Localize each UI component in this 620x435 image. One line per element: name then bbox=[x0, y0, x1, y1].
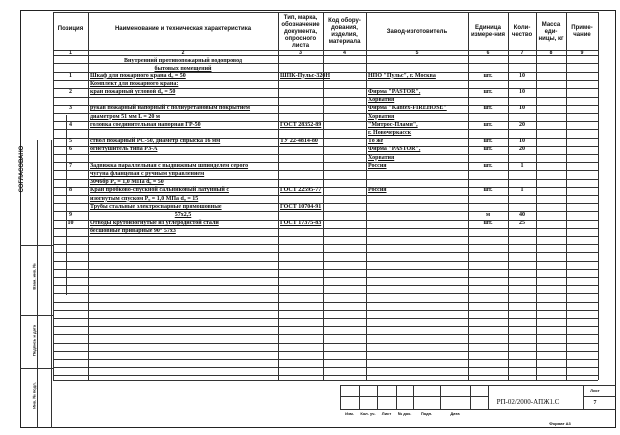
row-maker: Хорватия bbox=[368, 113, 395, 120]
row-unit: шт. bbox=[483, 89, 493, 95]
row-pos: 4 bbox=[69, 121, 72, 128]
column-number: 8 bbox=[549, 50, 553, 56]
row-qty: 10 bbox=[519, 89, 525, 95]
header-note: Приме-чание bbox=[571, 25, 593, 38]
grid-line bbox=[53, 277, 598, 278]
grid-line bbox=[340, 385, 341, 409]
row-name: огнетушитель типа РЗ-А bbox=[90, 146, 158, 153]
row-pos: 1 bbox=[69, 72, 72, 79]
header-maker: Завод-изготовитель bbox=[386, 28, 448, 35]
row-qty: 20 bbox=[519, 146, 525, 153]
row-type: ГОСТ 17375-83 bbox=[280, 220, 322, 227]
row-qty: 25 bbox=[519, 220, 525, 227]
grid-line bbox=[583, 385, 584, 409]
row-pos: 9 bbox=[69, 212, 72, 218]
row-name: Кран пробково-спускной сальниковый латунный с bbox=[90, 187, 229, 194]
grid-line bbox=[53, 318, 598, 319]
row-type: ГОСТ 28352-89 bbox=[280, 121, 322, 128]
row-name: диаметром 51 мм L = 20 м bbox=[90, 113, 160, 120]
sheet-label: Лист bbox=[590, 388, 600, 393]
grid-line bbox=[53, 129, 598, 130]
row-pos: 2 bbox=[69, 89, 72, 95]
strip-line bbox=[20, 245, 53, 246]
grid-line bbox=[470, 385, 471, 409]
row-qty: 1 bbox=[520, 187, 524, 194]
strip-line bbox=[20, 315, 53, 316]
header-unit: Единица измере-ния bbox=[470, 25, 506, 38]
row-maker: Хорватия bbox=[368, 97, 395, 104]
column-number: 9 bbox=[580, 50, 584, 56]
row-pos: 5 bbox=[69, 138, 72, 145]
row-maker: Хорватия bbox=[368, 154, 395, 161]
grid-line bbox=[53, 236, 598, 237]
row-name: Комплект для пожарного крана: bbox=[90, 80, 179, 87]
row-type: ГОСТ 22595-77 bbox=[280, 187, 322, 194]
doc-code: РП-02/2000-АПЖ1.С bbox=[496, 398, 560, 406]
grid-line bbox=[598, 12, 599, 380]
grid-line bbox=[53, 293, 598, 294]
row-name: Задвижка параллельная с выдвижным шпинделем серого bbox=[90, 162, 249, 169]
row-unit: шт. bbox=[483, 105, 493, 112]
row-qty: 10 bbox=[519, 72, 525, 79]
grid-line bbox=[583, 396, 616, 397]
grid-line bbox=[536, 12, 537, 380]
stamp-col-label: № док. bbox=[397, 411, 412, 416]
grid-line bbox=[88, 12, 89, 380]
agreed-label: СОГЛАСОВАНО bbox=[19, 145, 25, 193]
row-maker: То же bbox=[368, 138, 384, 145]
row-unit: м bbox=[485, 212, 491, 218]
grid-line bbox=[53, 261, 598, 262]
row-pos: 3 bbox=[69, 105, 72, 112]
row-maker: Фирма "PASTOR", bbox=[368, 89, 421, 95]
row-name: изогнутым спуском Pᵤ = 1,0 МПа dᵤ = 15 bbox=[90, 195, 199, 202]
row-qty: 10 bbox=[519, 105, 525, 112]
row-unit: шт. bbox=[483, 146, 493, 153]
grid-line bbox=[53, 244, 598, 245]
header-qty: Коли-чество bbox=[511, 25, 533, 38]
grid-line bbox=[53, 375, 598, 376]
row-name: 30ч6бр Pᵤ = 1,0 МПа dᵤ = 50 bbox=[90, 179, 164, 186]
grid-line bbox=[53, 12, 54, 380]
grid-line bbox=[53, 367, 598, 368]
row-name: кран пожарный угловой dᵤ = 50 bbox=[90, 89, 176, 95]
inv-replace-label: Взам. инв. № bbox=[31, 263, 37, 290]
grid-line bbox=[53, 285, 598, 286]
grid-line bbox=[377, 385, 378, 409]
header-mass: Масса еди-ницы, кг bbox=[538, 21, 564, 42]
format-label: Формат А3 bbox=[549, 421, 571, 426]
row-maker: Фирма "PASTOR", bbox=[368, 146, 421, 153]
grid-line bbox=[323, 12, 324, 380]
stamp-col-label: Лист bbox=[381, 411, 392, 416]
header-pos: Позиция bbox=[57, 25, 84, 32]
grid-line bbox=[53, 380, 598, 381]
row-maker: Россия bbox=[368, 162, 387, 169]
grid-line bbox=[396, 385, 397, 409]
grid-line bbox=[278, 12, 279, 380]
grid-line bbox=[340, 396, 488, 397]
row-maker: Россия bbox=[368, 187, 387, 194]
grid-line bbox=[53, 269, 598, 270]
stamp-col-label: Кол. уч. bbox=[360, 411, 376, 416]
row-qty: 20 bbox=[519, 121, 525, 128]
strip-line bbox=[51, 140, 52, 428]
grid-line bbox=[340, 409, 616, 410]
header-name: Наименование и техническая характеристика bbox=[114, 25, 252, 32]
grid-line bbox=[53, 302, 598, 303]
column-number: 6 bbox=[486, 50, 490, 56]
row-maker: НПО "Пульс", г. Москва bbox=[368, 72, 436, 79]
row-type: ГОСТ 10704-91 bbox=[280, 203, 322, 210]
header-type: Тип, марка, обозначение документа, опросного листа bbox=[281, 14, 320, 49]
row-unit: шт. bbox=[483, 220, 493, 227]
grid-line bbox=[53, 154, 598, 155]
column-number: 7 bbox=[520, 50, 524, 56]
grid-line bbox=[53, 310, 598, 311]
row-maker: "Митрос-Пламя", bbox=[368, 121, 418, 128]
grid-line bbox=[468, 12, 469, 380]
grid-line bbox=[53, 351, 598, 352]
row-name: Трубы стальные электросварные прямошовные bbox=[90, 203, 222, 210]
grid-line bbox=[53, 343, 598, 344]
header-code: Код обору-дования, изделия, материала bbox=[328, 18, 361, 45]
row-maker: Фирма "Kantex-FIREHOSE" bbox=[368, 105, 447, 112]
row-name: Шкаф для пожарного крана dᵤ = 50 bbox=[90, 72, 186, 79]
grid-line bbox=[413, 385, 414, 409]
grid-line bbox=[53, 252, 598, 253]
row-name: чугуна фланцевая с ручным управлением bbox=[90, 171, 205, 177]
column-number: 3 bbox=[299, 50, 302, 56]
sheet-number: 7 bbox=[593, 400, 597, 406]
row-qty: 10 bbox=[519, 138, 525, 145]
grid-line bbox=[508, 12, 509, 380]
row-name: Отводы крутоизогнутые из углеродистой стали bbox=[90, 220, 219, 227]
row-unit: шт. bbox=[483, 187, 493, 194]
row-unit: шт. bbox=[483, 162, 493, 169]
grid-line bbox=[340, 385, 616, 386]
stamp-col-label: Дата bbox=[450, 411, 460, 416]
inv-orig-label: Инв. № подл. bbox=[31, 382, 37, 409]
grid-line bbox=[359, 385, 360, 409]
stamp-col-label: Изм. bbox=[345, 411, 354, 416]
grid-line bbox=[53, 63, 598, 64]
grid-line bbox=[566, 12, 567, 380]
grid-line bbox=[53, 12, 598, 13]
grid-line bbox=[53, 334, 598, 335]
grid-line bbox=[488, 385, 489, 409]
sign-date-label: Подпись и дата bbox=[31, 325, 37, 356]
section-title-line2: бытовых помещений bbox=[154, 66, 212, 72]
strip-line bbox=[37, 140, 38, 428]
row-qty: 1 bbox=[520, 162, 524, 169]
grid-line bbox=[366, 12, 367, 380]
column-number: 2 bbox=[181, 50, 185, 56]
row-maker: г. Новочеркасск bbox=[368, 130, 412, 136]
strip-line bbox=[20, 368, 53, 369]
grid-line bbox=[53, 359, 598, 360]
row-pos: 7 bbox=[69, 162, 72, 169]
row-unit: шт. bbox=[483, 72, 493, 79]
row-unit: шт. bbox=[483, 121, 493, 128]
column-number: 4 bbox=[343, 50, 346, 56]
row-name: 57х2,5 bbox=[174, 212, 192, 218]
row-pos: 10 bbox=[67, 220, 74, 227]
section-title-line1: Внутренний противопожарный водопровод bbox=[124, 58, 242, 64]
row-type: ТУ 22-4814-80 bbox=[280, 138, 318, 145]
row-name: бесшовные приварные 90° 57х3 bbox=[90, 228, 176, 235]
row-unit: шт. bbox=[483, 138, 493, 145]
column-number: 1 bbox=[69, 50, 72, 56]
row-pos: 8 bbox=[69, 187, 72, 194]
column-number: 5 bbox=[415, 50, 419, 56]
row-name: головка соединительная напорная ГР-50 bbox=[90, 121, 201, 128]
grid-line bbox=[53, 97, 598, 98]
row-type: ШПК-Пульс-320Н bbox=[280, 72, 330, 79]
grid-line bbox=[440, 385, 441, 409]
row-name: ствол пожарный РС-50, диаметр спрыска 16 мм bbox=[90, 138, 221, 145]
row-pos: 6 bbox=[69, 146, 72, 153]
row-name: рукав пожарный напорный с полиуретановым покрытием bbox=[90, 105, 251, 112]
stamp-col-label: Подп. bbox=[420, 411, 433, 416]
grid-line bbox=[53, 326, 598, 327]
row-qty: 40 bbox=[519, 212, 525, 218]
